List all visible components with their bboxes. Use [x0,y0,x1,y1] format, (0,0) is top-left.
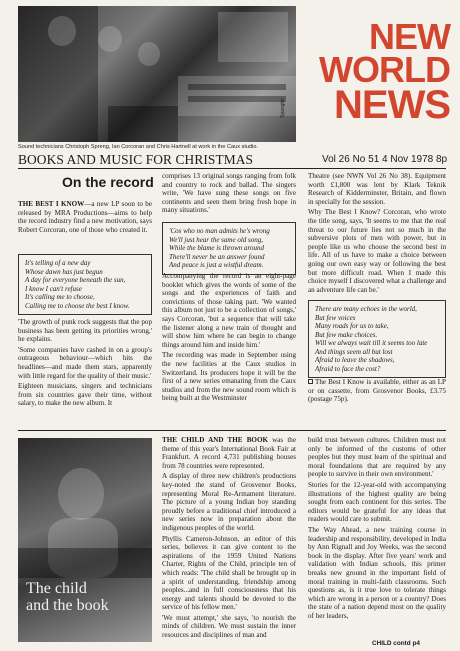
record-lead: THE BEST I KNOW [18,200,85,208]
poem3-line: Afraid to leave the shadows, [315,356,395,364]
child-lead: THE CHILD AND THE BOOK [162,436,268,444]
record-col3-p1: Theatre (see NWN Vol 26 No 38). Equipment worth £1,800 was lent by Klark Teknik Research of Kidderminster, Britain, and flown in specially for the session. [308,172,446,206]
poem2-line: While the blame is thrown around [169,244,264,252]
poem2-line: 'Cos who no man admits he's wrong [169,227,270,235]
poem3-line: Afraid to face the cost? [315,364,381,373]
record-p2: 'The growth of punk rock suggests that the pop business has been getting its priorities wrong,' he explains. [18,318,152,344]
poem-box-2 [162,222,296,275]
record-col2-b [162,272,296,405]
record-col1-b [18,318,152,410]
poem3-line: But few voices [315,313,356,322]
masthead-new: NEW [369,16,450,57]
masthead-news: NEWS [334,83,450,127]
poem1-line: It's calling me to choose, [25,293,95,301]
record-col1 [18,200,152,236]
child-col1 [162,436,296,642]
child-c2-p1: build trust between cultures. Children must not only be informed of the customs of other peoples but they must learn of the spiritual and moral foundations that are required by any people to survive in their own environment.' [308,436,446,479]
child-c1-p2: A display of three new children's productions key-noted the stand of Grosvenor Books, representing Moral Re-Armament literature. The picture of a young Indian boy standing proudly before a traditional chief introduced a new series now in preparation about the indigenous peoples of the world. [162,472,296,532]
poem2-line: We'll just hear the same old song, [169,235,263,244]
poem-box-1 [18,254,152,315]
child-col2 [308,436,446,622]
poem1-line: I know I can't refuse [25,284,82,293]
record-p3: 'Some companies have cashed in on a group's outrageous behaviour—which hits the headlines—and made them stars, apparently with little regard for the quality of their music.' [18,345,152,380]
poem3-line: Many roads for us to take, [315,322,389,330]
poem3-line: There are many echoes in the world, [315,305,417,313]
poem1-line: It's telling of a new day [25,259,91,267]
poem2-line: And peace is just a wistful dream. [169,261,264,269]
poem3-line: Will we always wait till it seems too late [315,339,428,347]
top-rule [18,168,446,169]
child-c1-p4: 'We must attempt,' she says, 'to nourish the minds of children. We must sustain the inner resources and disciplines of man and [162,613,296,640]
record-col2-p2: Accompanying the record is an eight-page booklet which gives the words of some of the songs and the experiences of faith and convictions of those taking part. 'We wanted this album not just to be a collection of songs,' says Corcoran, 'but a sequence that will take the listener along a new train of thought and will show him where he can begin to change things around him and inside him.' [162,272,296,349]
child-c1-p3: Phyllis Cameron-Johnson, an editor of this series, believes it can give content to the aspirations of the 1959 United Nations Charter, Rights of the Child, principle ten of which reads: 'The child shall be brought up in a spirit of understanding, friendship among peoples...and in full consciousness that his energy and talents should be devoted to the service of his fellow men.' [162,534,296,612]
child-c1-p1: was the theme of this year's International Book Fair at Frankfurt. A record 4,731 publishing houses from 78 countries were represented. [162,436,296,470]
child-photo-caption [26,580,109,614]
mid-rule [18,430,446,431]
record-col2 [162,172,296,217]
continued-note: CHILD contd p4 [372,640,420,647]
photo-credit: Spangler [280,97,286,118]
poem3-line: And things seem all but lost [315,347,393,356]
record-p4: Eighteen musicians, singers and technicians from six countries gave their time, without salary, to make the new album. It [18,382,152,408]
availability [308,378,446,406]
studio-photo [18,6,296,142]
photo-caption: Sound technicians Christoph Spreng, Ian Corcoran and Chris Hartnell at work in the Caux studio. [18,144,259,150]
record-p1: —a new LP soon to be released by MRA Productions—aims to help the record industry find a new motivation, says Robert Corcoran, one of those who created it. [18,200,153,234]
child-photo [18,438,152,642]
poem1-line: Whose dawn has just begun [25,267,103,276]
child-caption-line1: The child [26,580,87,597]
child-c2-p3: The Way Ahead, a new training course in leadership and responsibility, developed in India by Ann Rignall and Joy Weeks, was the second book in the display. After five years' work and validation with Indian schools, this primer breaks new ground in the important field of moral training in multi-faith classrooms. Such questions as, is it true love to tolerate things which are wrong in a person or a country? Does the state of a nation depend most on the quality of her leaders, [308,525,446,620]
child-c2-p2: Stories for the 12-year-old with accompanying illustrations of the highest quality are being sought from each continent for this series. The editors would be grateful for any ideas that readers would care to submit. [308,480,446,524]
poem1-line: A day for everyone beneath the sun, [25,276,126,284]
poem-box-3 [308,300,446,378]
poem2-line: There'll never be an answer found [169,252,265,261]
square-bullet-icon [308,379,313,384]
masthead-world: WORLD [319,49,450,90]
record-headline: On the record [62,174,154,190]
record-col2-p1: comprises 13 original songs ranging from folk and country to rock and ballad. The singers write, 'We have sung these songs on five continents and seen them bring fresh hope in many situations.' [162,172,296,215]
poem1-line: Calling me to choose the best I know. [25,301,130,310]
masthead [300,16,450,127]
issue-line: Vol 26 No 51 4 Nov 1978 8p [322,154,448,165]
poem3-line: But few make choices. [315,330,378,339]
availability-text: The Best I Know is available, either as an LP or on cassette, from Grosvenor Books, £3.75 (postage 75p). [308,378,446,404]
record-col3-p2: Why The Best I Know? Corcoran, who wrote the title song, says, 'It seems to me that the real threat to our future lies not so much in the subversive plots of men with power, but in people like us who choose the second best in life. All of us have to make a choice between going our own easy way or following the best but more difficult road. When I made this choice myself I discovered what a challenge and an adventure life can be.' [308,208,446,294]
section-headline: BOOKS AND MUSIC FOR CHRISTMAS [18,152,254,167]
record-col2-p3: The recording was made in September using the new facilities at the Caux studios in Switzerland. Its producers hope it will be the first of a new series emanating from the Caux studios and from the new sound room which is being built at the Westminster [162,351,296,403]
record-col3 [308,172,446,296]
child-caption-line2: and the book [26,597,109,614]
